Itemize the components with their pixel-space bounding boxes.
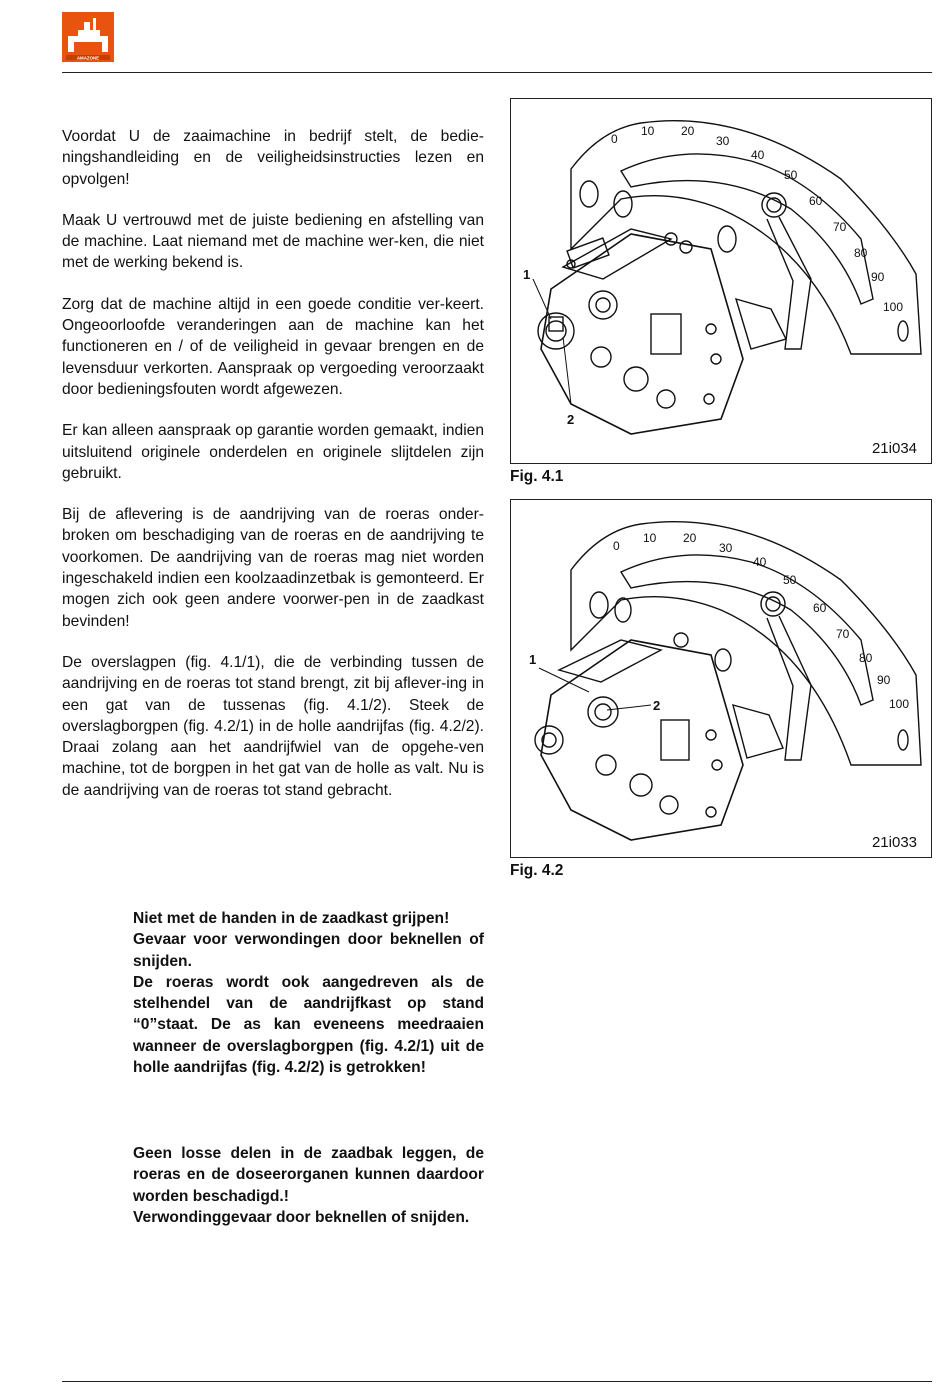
warning-block — [133, 908, 484, 1078]
scale-tick-label: 10 — [641, 124, 655, 138]
scale-tick-label: 60 — [813, 601, 827, 615]
paragraph: Bij de aflevering is de aandrijving van de roeras onder-broken om beschadiging van de roeras en de aandrijving te voorkomen. De aandrijving van de roeras mag niet worden ingeschakeld indien een koolzaadinzetbak is gemonteerd. Er mogen zich ook geen andere voorwer-pen in de zaadkast bevinden! — [62, 506, 484, 630]
scale-tick-label: 20 — [681, 124, 695, 138]
header-rule — [62, 72, 932, 73]
callout-label: 2 — [567, 412, 575, 427]
footer-rule — [62, 1381, 932, 1382]
paragraph: Maak U vertrouwd met de juiste bediening en afstelling van de machine. Laat niemand met de machine wer-ken, die niet met de werking bekend is. — [62, 211, 484, 272]
scale-tick-label: 80 — [859, 651, 873, 665]
paragraph: De overslagpen (fig. 4.1/1), die de verbinding tussen de aandrijving en de roeras tot stand brengt, zit bij aflever-ing in een gat van de tussenas (fig. 4.1/2). Steek de overslagborgpen (fig. 4.2/1) in de holle aandrijfas (fig. 4.2/2). Draai zolang aan het aandrijfwiel van de opgehe-ven machine, tot de borgpen in het gat van de holle as valt. Nu is de aandrijving van de roeras tot stand gebracht. — [62, 653, 484, 799]
callout-label: 1 — [523, 267, 531, 282]
logo-text: AMAZONE — [76, 55, 100, 61]
warning-line: Geen losse delen in de zaadbak leggen, de roeras en de doseerorganen kunnen daardoor worden beschadigd.! — [133, 1145, 484, 1205]
figure-4-1 — [510, 98, 932, 464]
scale-tick-label: 40 — [751, 148, 765, 162]
amazone-logo-icon — [62, 12, 114, 62]
warning-line: Niet met de handen in de zaadkast grijpen! — [133, 910, 450, 927]
scale-tick-label: 20 — [683, 531, 697, 545]
scale-tick-label: 10 — [643, 531, 657, 545]
body-text — [62, 126, 484, 821]
warning-block — [133, 1143, 484, 1228]
callout-label: 1 — [529, 652, 537, 667]
scale-tick-label: 70 — [833, 220, 847, 234]
scale-tick-label: 80 — [854, 246, 868, 260]
paragraph: Voordat U de zaaimachine in bedrijf stelt, de bedie-ningshandleiding en de veiligheidsinstructies lezen en opvolgen! — [62, 128, 484, 188]
scale-tick-label: 90 — [877, 673, 891, 687]
warning-line: De roeras wordt ook aangedreven als de stelhendel van de aandrijfkast op stand “0”staat. De as kan eveneens meedraaien wanneer de overslagborgpen (fig. 4.2/1) uit de holle aandrijfas (fig. 4.2/2) is getrokken! — [133, 973, 484, 1077]
paragraph: Er kan alleen aanspraak op garantie worden gemaakt, indien uitsluitend originele onderdelen en originele slijtdelen zijn gebruikt. — [62, 422, 484, 482]
figure-caption: Fig. 4.2 — [510, 862, 564, 879]
figure-caption: Fig. 4.1 — [510, 468, 564, 485]
scale-tick-label: 100 — [889, 697, 910, 711]
scale-tick-label: 70 — [836, 627, 850, 641]
warning-line: Verwondinggevaar door beknellen of snijden. — [133, 1208, 470, 1226]
scale-tick-label: 50 — [784, 168, 798, 182]
gearbox-illustration — [511, 500, 931, 857]
warning-line: Gevaar voor verwondingen door beknellen of snijden. — [133, 931, 484, 970]
scale-tick-label: 90 — [871, 270, 885, 284]
scale-tick-label: 0 — [611, 132, 618, 146]
scale-tick-label: 30 — [716, 134, 730, 148]
scale-tick-label: 60 — [809, 194, 823, 208]
figure-4-2 — [510, 499, 932, 858]
figure-code: 21i034 — [871, 440, 917, 457]
scale-tick-label: 30 — [719, 541, 733, 555]
gearbox-illustration — [511, 99, 931, 463]
scale-tick-label: 100 — [883, 300, 904, 314]
callout-label: 2 — [653, 698, 661, 713]
scale-tick-label: 50 — [783, 573, 797, 587]
figure-code: 21i033 — [871, 834, 917, 851]
scale-tick-label: 40 — [753, 555, 767, 569]
scale-tick-label: 0 — [613, 539, 620, 553]
paragraph: Zorg dat de machine altijd in een goede conditie ver-keert. Ongeoorloofde veranderingen aan de machine kan het functioneren en / of de veiligheid in gevaar brengen en de levensduur verkorten. Aanspraak op vergoeding veroorzaakt door bedieningsfouten wordt afgewezen. — [62, 295, 484, 398]
